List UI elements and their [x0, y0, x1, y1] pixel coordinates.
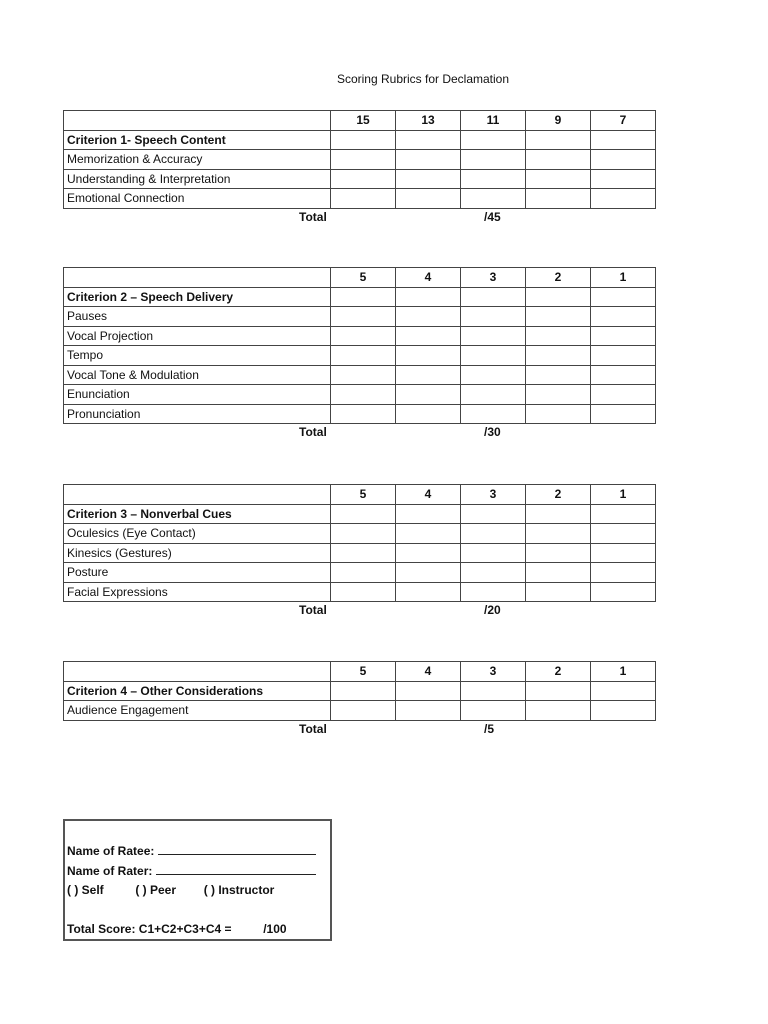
score-header: 5 — [331, 662, 396, 682]
score-cell[interactable] — [396, 130, 461, 150]
page-title: Scoring Rubrics for Declamation — [336, 72, 510, 86]
rubric-section-2 — [63, 267, 656, 442]
score-cell[interactable] — [526, 169, 591, 189]
score-cell[interactable] — [591, 169, 656, 189]
table-row — [64, 150, 656, 170]
score-header: 15 — [331, 111, 396, 131]
score-cell[interactable] — [396, 287, 461, 307]
score-cell[interactable] — [526, 365, 591, 385]
score-header: 3 — [461, 485, 526, 505]
item-label: Pronunciation — [64, 404, 331, 424]
score-cell[interactable] — [591, 130, 656, 150]
score-cell[interactable] — [591, 365, 656, 385]
score-header: 4 — [396, 268, 461, 288]
ratee-label: Name of Ratee: — [67, 844, 155, 858]
score-cell[interactable] — [396, 404, 461, 424]
score-header: 3 — [461, 662, 526, 682]
rater-type-options — [67, 883, 274, 897]
item-label: Posture — [64, 563, 331, 583]
score-cell[interactable] — [526, 504, 591, 524]
total-label: Total — [299, 721, 327, 736]
score-cell[interactable] — [591, 189, 656, 209]
item-label: Kinesics (Gestures) — [64, 543, 331, 563]
score-cell[interactable] — [461, 130, 526, 150]
table-row — [64, 385, 656, 405]
score-cell[interactable] — [591, 150, 656, 170]
table-row — [64, 365, 656, 385]
score-cell[interactable] — [526, 346, 591, 366]
table-row — [64, 524, 656, 544]
score-header: 5 — [331, 268, 396, 288]
score-cell[interactable] — [591, 701, 656, 721]
rubric-table-3 — [63, 484, 656, 602]
table-row — [64, 326, 656, 346]
score-cell[interactable] — [591, 543, 656, 563]
score-cell[interactable] — [331, 346, 396, 366]
header-corner-cell — [64, 268, 331, 288]
score-header: 5 — [331, 485, 396, 505]
criterion-title: Criterion 4 – Other Considerations — [64, 681, 331, 701]
rubric-section-3 — [63, 484, 656, 620]
score-cell[interactable] — [396, 563, 461, 583]
score-header: 1 — [591, 662, 656, 682]
table-row — [64, 346, 656, 366]
score-cell[interactable] — [461, 563, 526, 583]
item-label: Memorization & Accuracy — [64, 150, 331, 170]
score-cell[interactable] — [461, 346, 526, 366]
table-row — [64, 404, 656, 424]
rubric-section-4 — [63, 661, 656, 739]
score-header: 7 — [591, 111, 656, 131]
table-row — [64, 582, 656, 602]
score-cell[interactable] — [526, 150, 591, 170]
table-row — [64, 307, 656, 327]
score-cell[interactable] — [396, 365, 461, 385]
score-cell[interactable] — [331, 404, 396, 424]
score-cell[interactable] — [461, 189, 526, 209]
peer-option[interactable]: ( ) Peer — [135, 883, 177, 897]
score-cell[interactable] — [591, 404, 656, 424]
score-header-row — [64, 268, 656, 288]
score-cell[interactable] — [331, 543, 396, 563]
score-header-row — [64, 485, 656, 505]
score-cell[interactable] — [461, 287, 526, 307]
score-cell[interactable] — [461, 543, 526, 563]
score-cell[interactable] — [591, 563, 656, 583]
score-cell[interactable] — [331, 524, 396, 544]
item-label: Tempo — [64, 346, 331, 366]
total-value: /30 — [484, 425, 501, 439]
criterion-title: Criterion 2 – Speech Delivery — [64, 287, 331, 307]
score-cell[interactable] — [331, 563, 396, 583]
criterion-row — [64, 130, 656, 150]
instructor-option[interactable]: ( ) Instructor — [203, 883, 275, 897]
header-corner-cell — [64, 662, 331, 682]
score-cell[interactable] — [461, 385, 526, 405]
score-cell[interactable] — [591, 307, 656, 327]
score-cell[interactable] — [461, 326, 526, 346]
score-cell[interactable] — [591, 681, 656, 701]
score-header: 3 — [461, 268, 526, 288]
score-cell[interactable] — [526, 287, 591, 307]
score-cell[interactable] — [526, 404, 591, 424]
score-header: 11 — [461, 111, 526, 131]
score-cell[interactable] — [331, 307, 396, 327]
total-label: Total — [299, 425, 327, 439]
rubric-table-2 — [63, 267, 656, 424]
item-label: Enunciation — [64, 385, 331, 405]
criterion-title: Criterion 1- Speech Content — [64, 130, 331, 150]
score-cell[interactable] — [526, 543, 591, 563]
score-cell[interactable] — [526, 189, 591, 209]
header-corner-cell — [64, 485, 331, 505]
score-cell[interactable] — [396, 189, 461, 209]
score-cell[interactable] — [461, 504, 526, 524]
criterion-title: Criterion 3 – Nonverbal Cues — [64, 504, 331, 524]
item-label: Audience Engagement — [64, 701, 331, 721]
score-cell[interactable] — [591, 326, 656, 346]
score-header-row — [64, 111, 656, 131]
total-score-line — [67, 922, 287, 936]
score-cell[interactable] — [396, 346, 461, 366]
table-row — [64, 169, 656, 189]
score-cell[interactable] — [396, 150, 461, 170]
score-cell[interactable] — [461, 150, 526, 170]
item-label: Vocal Tone & Modulation — [64, 365, 331, 385]
score-cell[interactable] — [461, 365, 526, 385]
score-cell[interactable] — [461, 681, 526, 701]
ratee-line — [67, 843, 316, 858]
total-label: Total — [299, 209, 327, 224]
score-cell[interactable] — [396, 543, 461, 563]
table-row — [64, 563, 656, 583]
score-header: 2 — [526, 268, 591, 288]
score-header: 2 — [526, 662, 591, 682]
table-row — [64, 189, 656, 209]
rater-info-box — [63, 819, 332, 941]
score-cell[interactable] — [331, 150, 396, 170]
header-corner-cell — [64, 111, 331, 131]
score-cell[interactable] — [396, 504, 461, 524]
rubric-section-1 — [63, 110, 656, 227]
total-row — [63, 424, 656, 442]
score-cell[interactable] — [331, 169, 396, 189]
rubric-table-4 — [63, 661, 656, 721]
score-cell[interactable] — [396, 307, 461, 327]
table-row — [64, 543, 656, 563]
score-cell[interactable] — [591, 385, 656, 405]
item-label: Understanding & Interpretation — [64, 169, 331, 189]
score-cell[interactable] — [396, 169, 461, 189]
item-label: Pauses — [64, 307, 331, 327]
score-header: 1 — [591, 485, 656, 505]
score-cell[interactable] — [396, 524, 461, 544]
score-cell[interactable] — [331, 365, 396, 385]
total-value: /45 — [484, 209, 501, 224]
item-label: Vocal Projection — [64, 326, 331, 346]
score-cell[interactable] — [331, 326, 396, 346]
score-cell[interactable] — [331, 504, 396, 524]
total-row — [63, 721, 656, 739]
score-header: 13 — [396, 111, 461, 131]
score-cell[interactable] — [526, 130, 591, 150]
score-cell[interactable] — [331, 385, 396, 405]
rater-line — [67, 863, 316, 878]
rubric-table-1 — [63, 110, 656, 209]
score-cell[interactable] — [526, 582, 591, 602]
score-cell[interactable] — [331, 287, 396, 307]
score-header: 9 — [526, 111, 591, 131]
score-cell[interactable] — [461, 701, 526, 721]
score-cell[interactable] — [591, 346, 656, 366]
score-cell[interactable] — [526, 701, 591, 721]
total-score-value: /100 — [263, 922, 287, 936]
score-cell[interactable] — [591, 582, 656, 602]
criterion-row — [64, 287, 656, 307]
score-cell[interactable] — [591, 504, 656, 524]
score-cell[interactable] — [526, 307, 591, 327]
score-header: 4 — [396, 485, 461, 505]
score-cell[interactable] — [526, 681, 591, 701]
total-label: Total — [299, 603, 327, 617]
score-cell[interactable] — [331, 189, 396, 209]
ratee-name-field[interactable] — [158, 843, 316, 855]
rater-label: Name of Rater: — [67, 864, 153, 878]
total-row — [63, 209, 656, 227]
score-cell[interactable] — [396, 326, 461, 346]
score-cell[interactable] — [331, 681, 396, 701]
score-cell[interactable] — [591, 287, 656, 307]
score-cell[interactable] — [526, 563, 591, 583]
score-cell[interactable] — [526, 524, 591, 544]
score-cell[interactable] — [461, 307, 526, 327]
total-row — [63, 602, 656, 620]
score-cell[interactable] — [396, 681, 461, 701]
score-header-row — [64, 662, 656, 682]
score-cell[interactable] — [396, 582, 461, 602]
score-cell[interactable] — [461, 524, 526, 544]
self-option[interactable]: ( ) Self — [67, 883, 104, 897]
score-cell[interactable] — [461, 404, 526, 424]
total-value: /20 — [484, 603, 501, 617]
item-label: Oculesics (Eye Contact) — [64, 524, 331, 544]
score-cell[interactable] — [396, 701, 461, 721]
score-header: 4 — [396, 662, 461, 682]
total-score-label: Total Score: C1+C2+C3+C4 = — [67, 922, 232, 936]
score-cell[interactable] — [331, 130, 396, 150]
item-label: Facial Expressions — [64, 582, 331, 602]
score-cell[interactable] — [526, 326, 591, 346]
score-cell[interactable] — [396, 385, 461, 405]
score-cell[interactable] — [331, 582, 396, 602]
score-cell[interactable] — [526, 385, 591, 405]
score-cell[interactable] — [461, 169, 526, 189]
score-cell[interactable] — [461, 582, 526, 602]
score-cell[interactable] — [331, 701, 396, 721]
total-value: /5 — [484, 721, 495, 736]
score-cell[interactable] — [591, 524, 656, 544]
score-header: 1 — [591, 268, 656, 288]
criterion-row — [64, 681, 656, 701]
item-label: Emotional Connection — [64, 189, 331, 209]
table-row — [64, 701, 656, 721]
rater-name-field[interactable] — [156, 863, 316, 875]
score-header: 2 — [526, 485, 591, 505]
criterion-row — [64, 504, 656, 524]
